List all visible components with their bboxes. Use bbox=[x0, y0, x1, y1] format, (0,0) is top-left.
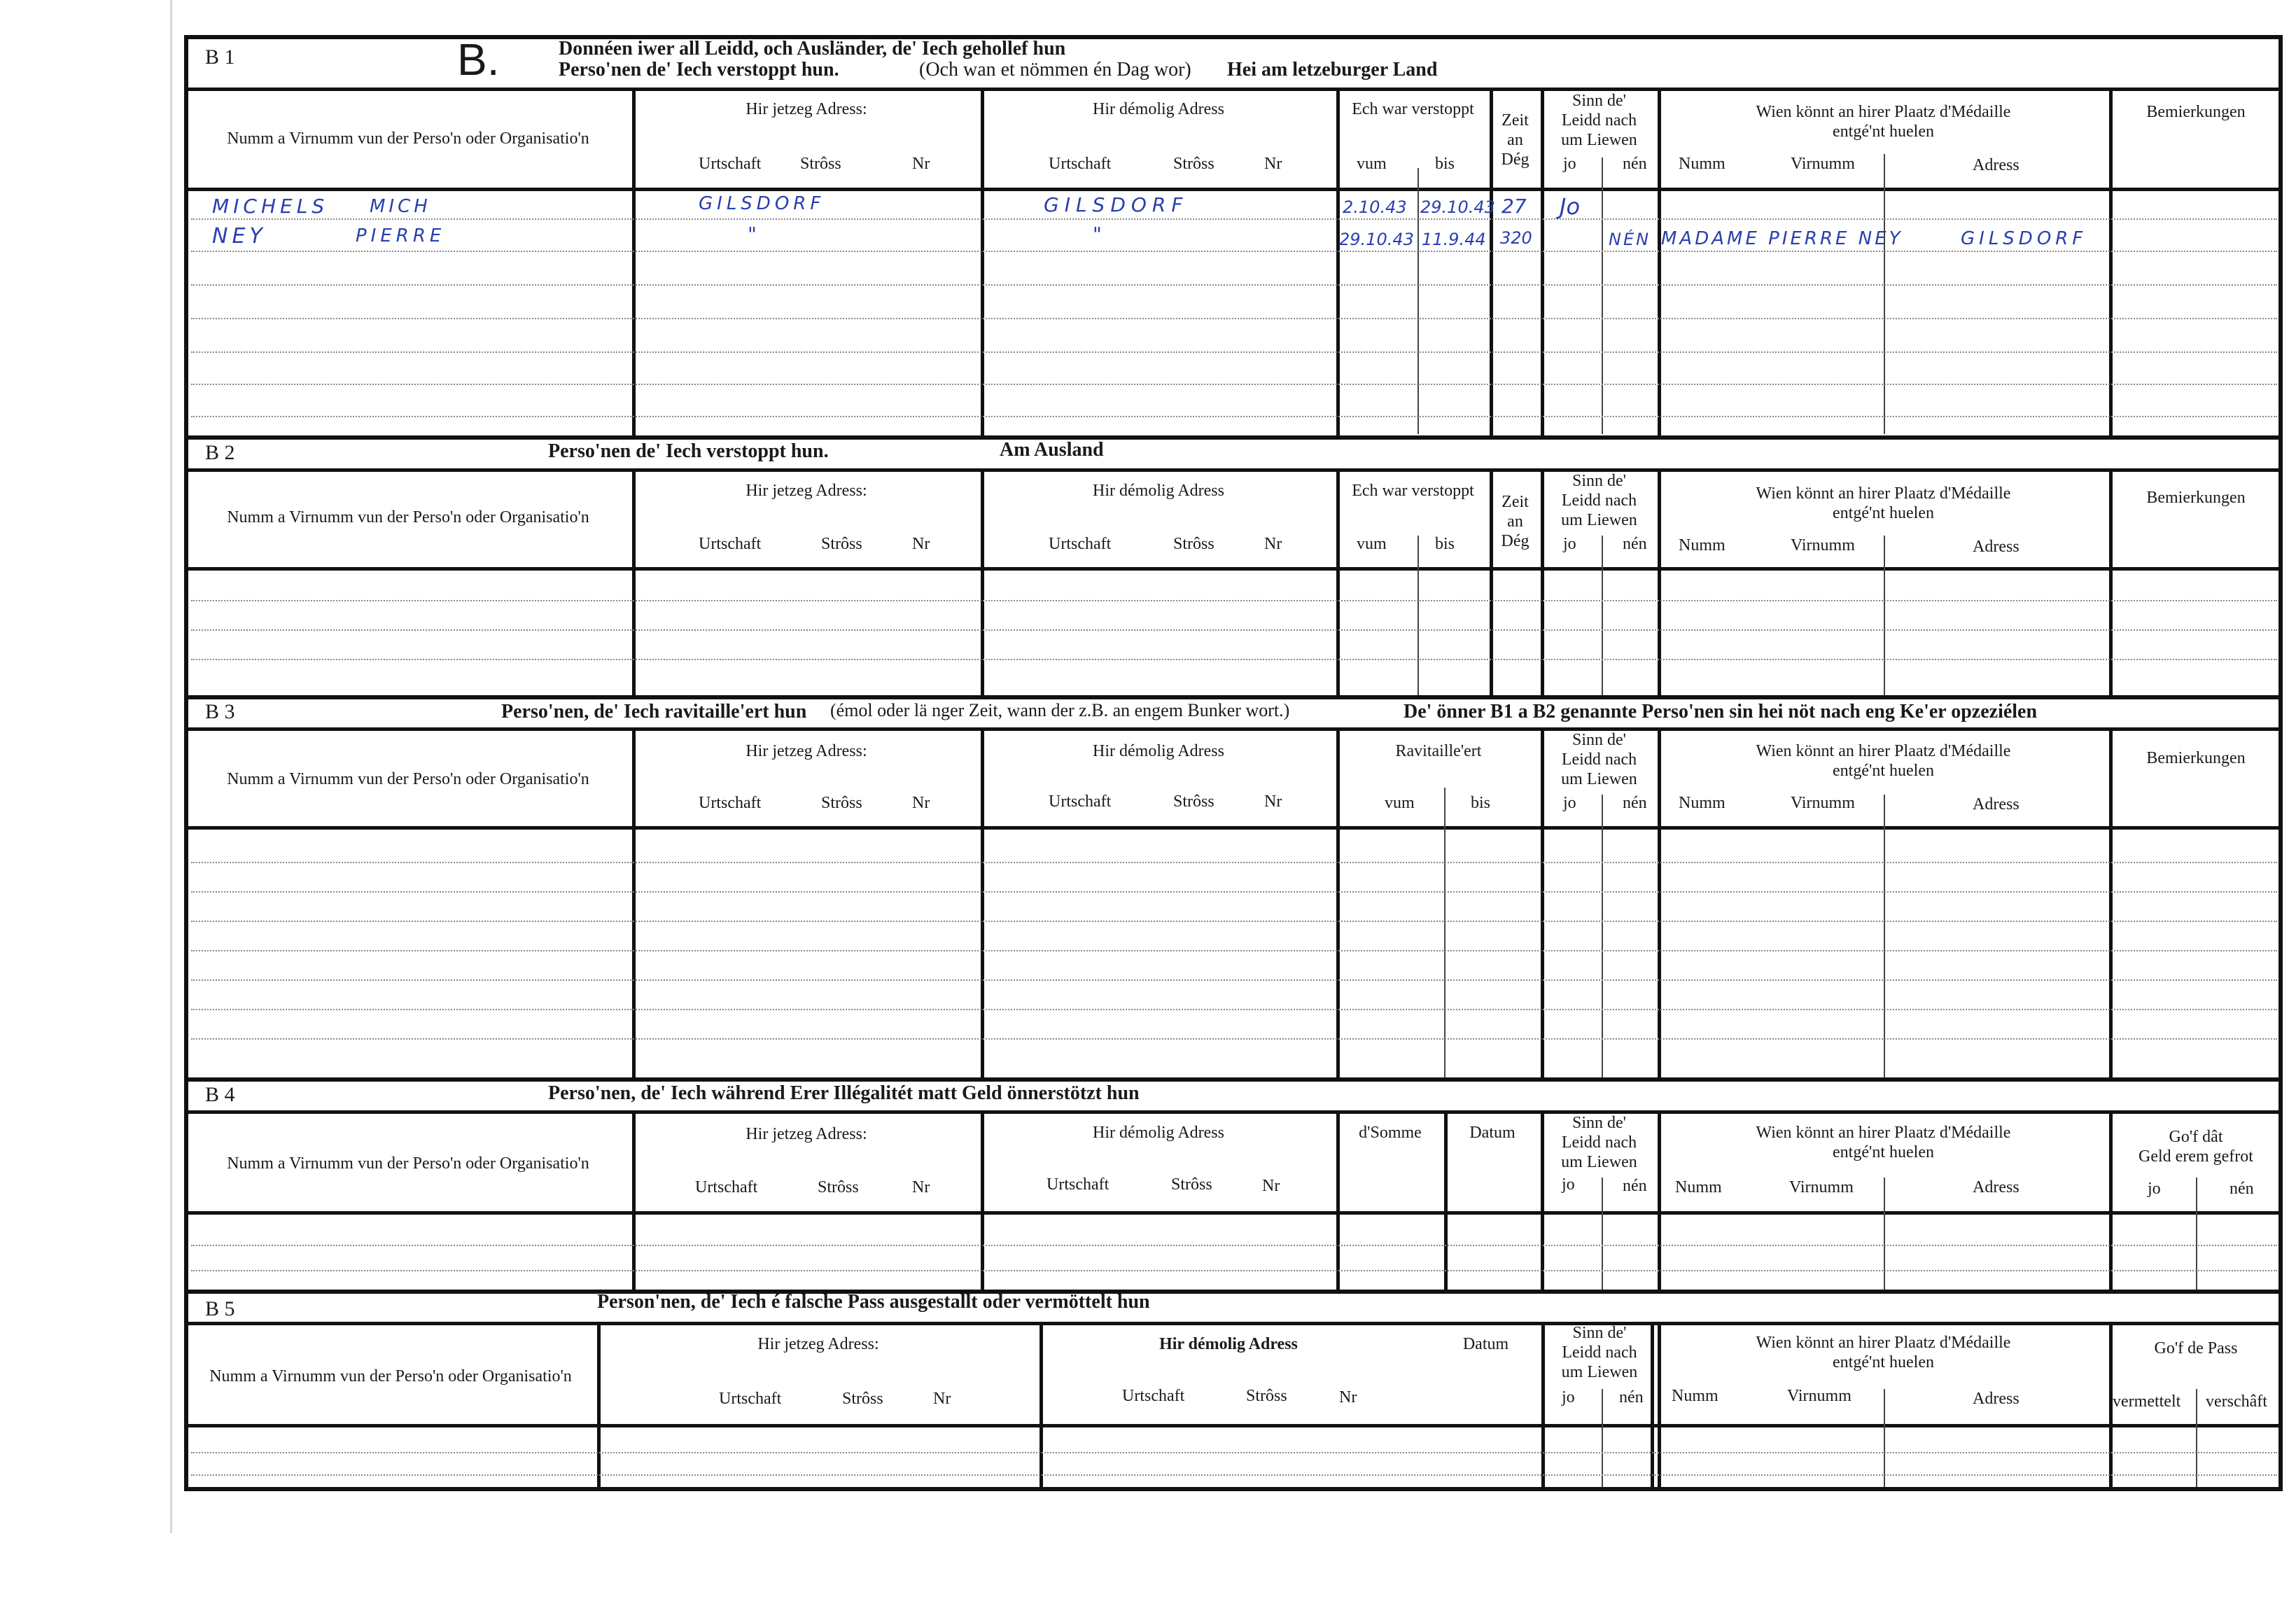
section-title: Person'nen, de' Iech é falsche Pass ausgestallt oder vermöttelt hun bbox=[597, 1291, 1150, 1313]
col-ravitailleert: Ravitaille'ert bbox=[1395, 742, 1482, 760]
col-urtschaft: Urtschaft bbox=[1122, 1387, 1185, 1405]
col-jo: jo bbox=[1562, 1175, 1575, 1194]
col-numm: Numm bbox=[1679, 794, 1726, 812]
col-adress: Adress bbox=[1973, 795, 2019, 814]
col-current-address: Hir jetzeg Adress: bbox=[746, 100, 867, 118]
col-old-address: Hir démolig Adress bbox=[1159, 1335, 1298, 1353]
grid-line bbox=[191, 284, 2277, 286]
col-numm: Numm bbox=[1679, 536, 1726, 554]
section-title-b: Am Ausland bbox=[1000, 439, 1104, 461]
col-virnumm: Virnumm bbox=[1791, 155, 1855, 173]
section-title-line2: Perso'nen de' Iech verstoppt hun. bbox=[559, 59, 839, 81]
col-medal-2: entgé'nt huelen bbox=[1833, 123, 1934, 141]
col-nr: Nr bbox=[912, 535, 930, 553]
grid-line bbox=[632, 468, 636, 697]
col-urtschaft: Urtschaft bbox=[1046, 1175, 1110, 1194]
col-geld-2: Geld erem gefrot bbox=[2138, 1147, 2253, 1166]
col-stross: Strôss bbox=[1246, 1387, 1287, 1405]
grid-line bbox=[2196, 1389, 2197, 1487]
col-numm: Numm bbox=[1679, 155, 1726, 173]
col-sinn-liewen: um Liewen bbox=[1561, 1153, 1637, 1171]
grid-line bbox=[191, 1474, 2277, 1476]
grid-line bbox=[191, 921, 2277, 922]
col-urtschaft: Urtschaft bbox=[1049, 535, 1112, 553]
col-sinn: Sinn de' bbox=[1572, 1114, 1626, 1132]
col-sinn: Sinn de' bbox=[1572, 1324, 1627, 1342]
grid-line bbox=[2109, 88, 2113, 438]
col-numm: Numm bbox=[1672, 1387, 1718, 1405]
entry-bis: 29.10.43 bbox=[1420, 197, 1495, 217]
col-sinn: Sinn de' bbox=[1572, 92, 1626, 110]
col-pass: Go'f de Pass bbox=[2154, 1339, 2238, 1357]
col-bemerkungen: Bemierkungen bbox=[2146, 749, 2246, 767]
col-datum: Datum bbox=[1462, 1335, 1509, 1353]
section-id: B 5 bbox=[205, 1297, 235, 1320]
grid-line bbox=[191, 251, 2277, 252]
col-zeit: Zeit bbox=[1502, 111, 1529, 130]
col-nr: Nr bbox=[912, 1178, 930, 1196]
col-stross: Strôss bbox=[800, 155, 841, 173]
col-medal: Wien könnt an hirer Plaatz d'Médaille bbox=[1756, 1334, 2011, 1352]
col-numm: Numm bbox=[1675, 1178, 1722, 1196]
col-stross: Strôss bbox=[1173, 535, 1214, 553]
col-pass-vermettelt: vermettelt bbox=[2113, 1392, 2181, 1411]
col-sinn: Sinn de' bbox=[1572, 731, 1626, 749]
entry-surname: NEY bbox=[212, 224, 267, 249]
grid-line bbox=[1444, 788, 1446, 1077]
col-pass-verschaft: verschâft bbox=[2206, 1392, 2267, 1411]
col-bemerkungen: Bemierkungen bbox=[2146, 103, 2246, 121]
col-stross: Strôss bbox=[1171, 1175, 1212, 1194]
col-medal-2: entgé'nt huelen bbox=[1833, 504, 1934, 522]
col-adress: Adress bbox=[1973, 156, 2019, 174]
col-bis: bis bbox=[1435, 535, 1455, 553]
section-b3 bbox=[184, 697, 2283, 1080]
grid-line bbox=[191, 600, 2277, 601]
col-jo: jo bbox=[1563, 535, 1576, 553]
col-nen: nén bbox=[2230, 1180, 2254, 1198]
grid-line bbox=[191, 1009, 2277, 1010]
col-medal: Wien könnt an hirer Plaatz d'Médaille bbox=[1756, 1124, 2011, 1142]
col-name-header: Numm a Virnumm vun der Perso'n oder Organisatio'n bbox=[227, 770, 589, 788]
col-nr: Nr bbox=[1264, 535, 1282, 553]
entry-bis: 11.9.44 bbox=[1422, 230, 1486, 249]
col-nr: Nr bbox=[1262, 1177, 1280, 1195]
col-nr: Nr bbox=[1264, 155, 1282, 173]
grid-line bbox=[191, 416, 2277, 417]
grid-line bbox=[184, 826, 2283, 830]
col-stross: Strôss bbox=[821, 794, 862, 812]
section-title: Perso'nen, de' Iech ravitaille'ert hun bbox=[501, 701, 807, 722]
col-stross: Strôss bbox=[818, 1178, 859, 1196]
grid-line bbox=[1336, 727, 1340, 1079]
col-sinn-leidd: Leidd nach bbox=[1561, 1133, 1637, 1152]
col-stross: Strôss bbox=[1173, 155, 1214, 173]
header-rule bbox=[184, 88, 2283, 91]
grid-line bbox=[191, 218, 2277, 220]
grid-line bbox=[1884, 1178, 1885, 1290]
col-adress: Adress bbox=[1973, 1178, 2019, 1196]
entry-surname: MICHELS bbox=[212, 195, 329, 218]
col-jo: jo bbox=[1563, 794, 1576, 812]
entry-nen: NÉN bbox=[1609, 230, 1651, 249]
section-b1 bbox=[184, 35, 2283, 438]
col-stross: Strôss bbox=[1173, 792, 1214, 811]
col-urtschaft: Urtschaft bbox=[1049, 792, 1112, 811]
col-zeit-an: an bbox=[1507, 512, 1523, 531]
body-rule bbox=[184, 188, 2283, 191]
col-nen: nén bbox=[1623, 155, 1647, 173]
section-id: B 1 bbox=[205, 46, 235, 69]
col-nr: Nr bbox=[1264, 792, 1282, 811]
col-hidden: Ech war verstoppt bbox=[1352, 482, 1474, 500]
entry-old-town: GILSDORF bbox=[1044, 193, 1189, 216]
entry-medal-address: GILSDORF bbox=[1961, 228, 2087, 249]
entry-vum: 2.10.43 bbox=[1343, 197, 1407, 217]
col-virnumm: Virnumm bbox=[1791, 794, 1855, 812]
col-bis: bis bbox=[1471, 794, 1491, 812]
col-name-header: Numm a Virnumm vun der Perso'n oder Organisatio'n bbox=[209, 1367, 572, 1385]
section-title: Perso'nen, de' Iech während Erer Illégalitét matt Geld önnerstötzt hun bbox=[548, 1082, 1140, 1104]
grid-line bbox=[1418, 168, 1419, 434]
col-nr: Nr bbox=[933, 1390, 951, 1408]
grid-line bbox=[184, 1211, 2283, 1215]
section-title-b: (émol oder lä nger Zeit, wann der z.B. an engem Bunker wort.) bbox=[830, 700, 1290, 720]
grid-line bbox=[1884, 795, 1885, 1077]
col-nr: Nr bbox=[1339, 1388, 1357, 1406]
grid-line bbox=[184, 567, 2283, 571]
col-adress: Adress bbox=[1973, 1390, 2019, 1408]
col-vum: vum bbox=[1357, 155, 1387, 173]
col-sinn-liewen: um Liewen bbox=[1561, 770, 1637, 788]
big-letter: B. bbox=[457, 34, 500, 85]
section-title: Perso'nen de' Iech verstoppt hun. bbox=[548, 440, 829, 462]
col-virnumm: Virnumm bbox=[1787, 1387, 1851, 1405]
grid-line bbox=[1884, 154, 1885, 434]
col-name-header: Numm a Virnumm vun der Perso'n oder Organisatio'n bbox=[227, 1154, 589, 1173]
col-jo: jo bbox=[1562, 1388, 1575, 1406]
col-adress: Adress bbox=[1973, 538, 2019, 556]
grid-line bbox=[191, 862, 2277, 863]
col-zeit-an: an bbox=[1507, 131, 1523, 149]
col-vum: vum bbox=[1357, 535, 1387, 553]
col-bemerkungen: Bemierkungen bbox=[2146, 489, 2246, 507]
col-nr: Nr bbox=[912, 794, 930, 812]
col-medal-2: entgé'nt huelen bbox=[1833, 762, 1934, 780]
grid-line bbox=[1602, 1178, 1603, 1290]
section-id: B 3 bbox=[205, 700, 235, 723]
col-current-address: Hir jetzeg Adress: bbox=[746, 482, 867, 500]
col-current-address: Hir jetzeg Adress: bbox=[757, 1335, 879, 1353]
grid-line bbox=[2109, 727, 2113, 1079]
entry-days: 320 bbox=[1500, 228, 1532, 248]
grid-line bbox=[191, 318, 2277, 319]
col-nen: nén bbox=[1623, 1177, 1647, 1195]
section-title-line1: Donnéen iwer all Leidd, och Ausländer, de' Iech gehollef hun bbox=[559, 38, 1066, 60]
col-sinn-leidd: Leidd nach bbox=[1562, 1343, 1637, 1362]
grid-line bbox=[632, 727, 636, 1079]
grid-line bbox=[1602, 795, 1603, 1077]
grid-line bbox=[1602, 536, 1603, 695]
col-jo: jo bbox=[1563, 155, 1576, 173]
entry-days: 27 bbox=[1502, 195, 1527, 218]
grid-line bbox=[191, 1452, 2277, 1453]
col-geld: Go'f dât bbox=[2169, 1128, 2223, 1146]
grid-line bbox=[184, 727, 2283, 731]
grid-line bbox=[981, 468, 984, 697]
grid-line bbox=[191, 1270, 2277, 1271]
col-old-address: Hir démolig Adress bbox=[1093, 1124, 1224, 1142]
col-name-header: Numm a Virnumm vun der Perso'n oder Organisatio'n bbox=[227, 508, 589, 526]
section-title-line2b: (Och wan et nömmen én Dag wor) bbox=[919, 59, 1191, 81]
col-name-header: Numm a Virnumm vun der Perso'n oder Organisatio'n bbox=[227, 130, 589, 148]
col-medal-2: entgé'nt huelen bbox=[1833, 1143, 1934, 1161]
col-old-address: Hir démolig Adress bbox=[1093, 100, 1224, 118]
col-sinn-leidd: Leidd nach bbox=[1561, 111, 1637, 130]
entry-firstname: PIERRE bbox=[356, 225, 446, 246]
col-urtschaft: Urtschaft bbox=[699, 535, 762, 553]
col-sinn-liewen: um Liewen bbox=[1561, 131, 1637, 149]
grid-line bbox=[191, 979, 2277, 981]
grid-line bbox=[1884, 1389, 1885, 1487]
col-sinn: Sinn de' bbox=[1572, 472, 1626, 490]
grid-line bbox=[191, 629, 2277, 631]
col-nen: nén bbox=[1623, 535, 1647, 553]
grid-line bbox=[191, 891, 2277, 893]
col-urtschaft: Urtschaft bbox=[699, 155, 762, 173]
col-nen: nén bbox=[1623, 794, 1647, 812]
entry-jo: Jo bbox=[1560, 193, 1581, 220]
col-sinn-liewen: um Liewen bbox=[1561, 511, 1637, 529]
grid-line bbox=[184, 468, 2283, 472]
col-medal-2: entgé'nt huelen bbox=[1833, 1353, 1934, 1371]
col-datum: Datum bbox=[1469, 1124, 1516, 1142]
section-b2 bbox=[184, 438, 2283, 697]
col-old-address: Hir démolig Adress bbox=[1093, 482, 1224, 500]
col-vum: vum bbox=[1385, 794, 1415, 812]
grid-line bbox=[2196, 1178, 2197, 1290]
section-title-line3: Hei am letzeburger Land bbox=[1227, 59, 1438, 81]
col-nen: nén bbox=[1619, 1388, 1644, 1406]
col-sinn-leidd: Leidd nach bbox=[1561, 750, 1637, 769]
entry-medal-recipient: MADAME PIERRE NEY bbox=[1661, 228, 1903, 249]
grid-line bbox=[1884, 536, 1885, 695]
col-old-address: Hir démolig Adress bbox=[1093, 742, 1224, 760]
col-stross: Strôss bbox=[842, 1390, 883, 1408]
grid-line bbox=[1602, 1389, 1603, 1487]
entry-firstname: MICH bbox=[370, 196, 431, 217]
grid-line bbox=[184, 1110, 2283, 1114]
section-id: B 2 bbox=[205, 441, 235, 464]
grid-line bbox=[1418, 536, 1419, 695]
col-zeit: Zeit bbox=[1502, 493, 1529, 511]
grid-line bbox=[191, 1245, 2277, 1246]
grid-line bbox=[981, 727, 984, 1079]
grid-line bbox=[191, 1038, 2277, 1040]
col-sinn-leidd: Leidd nach bbox=[1561, 491, 1637, 510]
col-nr: Nr bbox=[912, 155, 930, 173]
section-id: B 4 bbox=[205, 1083, 235, 1106]
col-medal: Wien könnt an hirer Plaatz d'Médaille bbox=[1756, 484, 2011, 503]
entry-old-town: " bbox=[1093, 223, 1102, 246]
grid-line bbox=[632, 88, 636, 438]
col-bis: bis bbox=[1435, 155, 1455, 173]
col-zeit-deg: Dég bbox=[1501, 532, 1530, 550]
col-current-address: Hir jetzeg Adress: bbox=[746, 742, 867, 760]
col-somme: d'Somme bbox=[1359, 1124, 1422, 1142]
grid-line bbox=[184, 1322, 2283, 1325]
page-fold-line bbox=[170, 0, 172, 1533]
col-urtschaft: Urtschaft bbox=[695, 1178, 758, 1196]
grid-line bbox=[1602, 158, 1603, 434]
section-b4 bbox=[184, 1080, 2283, 1291]
grid-line bbox=[191, 659, 2277, 660]
entry-current-town: " bbox=[748, 223, 757, 246]
col-sinn-liewen: um Liewen bbox=[1561, 1363, 1638, 1381]
col-medal: Wien könnt an hirer Plaatz d'Médaille bbox=[1756, 742, 2011, 760]
col-urtschaft: Urtschaft bbox=[719, 1390, 782, 1408]
grid-line bbox=[191, 351, 2277, 353]
col-virnumm: Virnumm bbox=[1789, 1178, 1854, 1196]
grid-line bbox=[1336, 88, 1340, 438]
col-medal: Wien könnt an hirer Plaatz d'Médaille bbox=[1756, 103, 2011, 121]
entry-vum: 29.10.43 bbox=[1339, 230, 1414, 249]
section-b5 bbox=[184, 1291, 2283, 1490]
col-zeit-deg: Dég bbox=[1501, 151, 1530, 169]
col-urtschaft: Urtschaft bbox=[1049, 155, 1112, 173]
col-hidden: Ech war verstoppt bbox=[1352, 100, 1474, 118]
grid-line bbox=[1336, 468, 1340, 697]
section-title-c: De' önner B1 a B2 genannte Perso'nen sin hei nöt nach eng Ke'er opzeziélen bbox=[1404, 701, 2038, 722]
grid-line bbox=[191, 384, 2277, 385]
grid-line bbox=[981, 88, 984, 438]
entry-current-town: GILSDORF bbox=[699, 193, 825, 214]
col-jo: jo bbox=[2148, 1180, 2161, 1198]
col-urtschaft: Urtschaft bbox=[699, 794, 762, 812]
grid-line bbox=[184, 1424, 2283, 1427]
col-stross: Strôss bbox=[821, 535, 862, 553]
col-virnumm: Virnumm bbox=[1791, 536, 1855, 554]
grid-line bbox=[191, 950, 2277, 951]
col-current-address: Hir jetzeg Adress: bbox=[746, 1125, 867, 1143]
